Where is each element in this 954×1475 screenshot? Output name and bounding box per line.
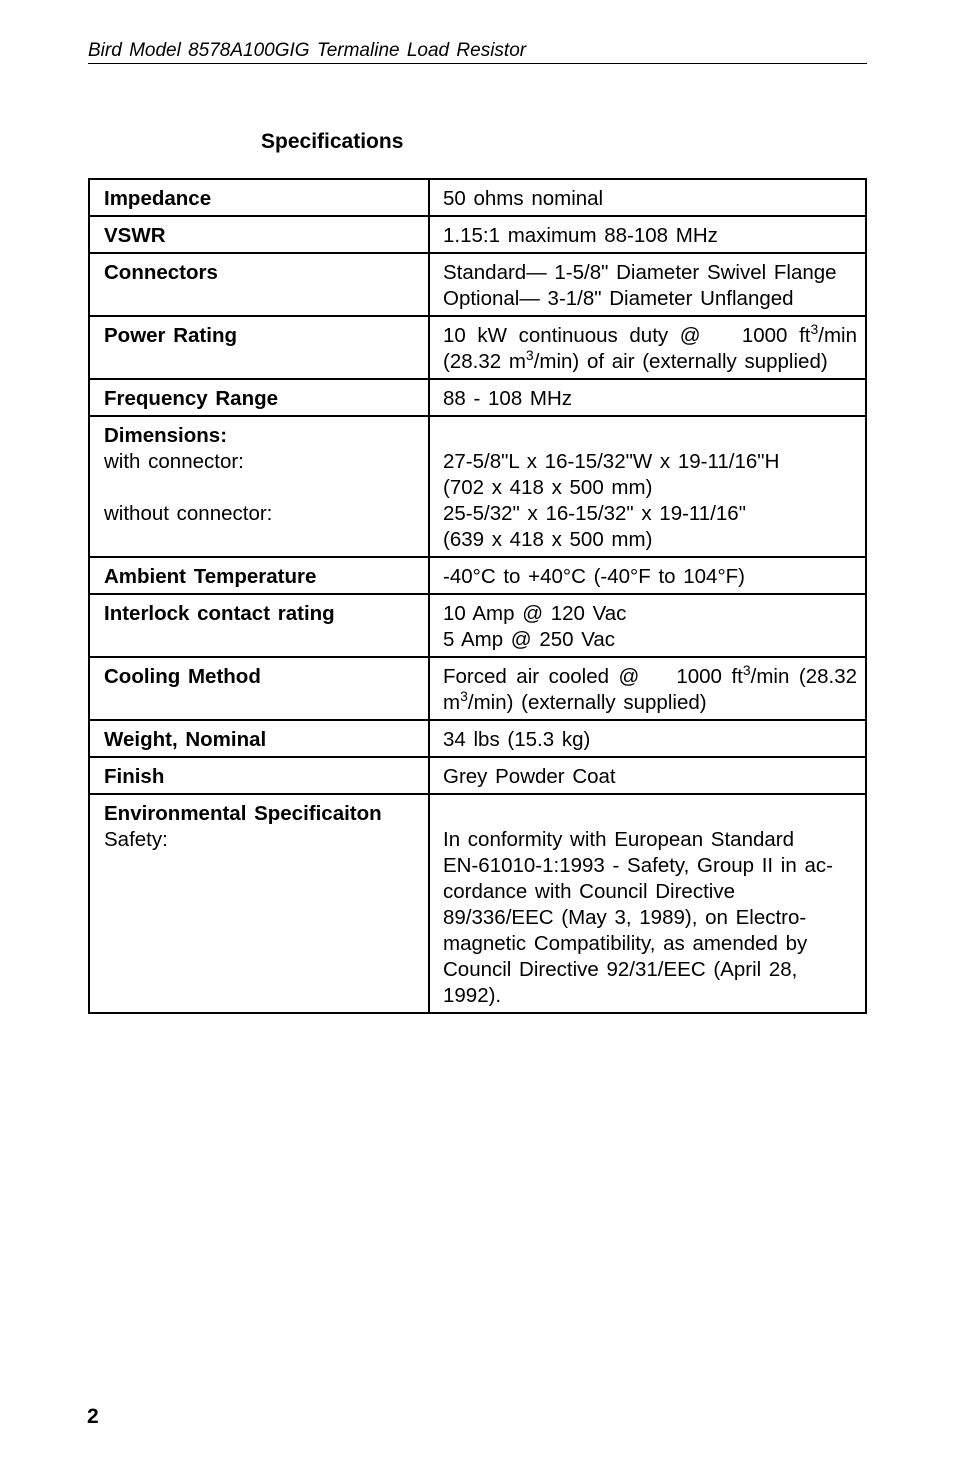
spec-value: 88 - 108 MHz: [429, 379, 866, 416]
environmental-text-line: 89/336/EEC (May 3, 1989), on Electro-: [443, 906, 807, 929]
power-rating-line-1: 10 kW continuous duty @ 1000 $ft^3/\min$: [443, 321, 857, 347]
spec-value: -40°C to +40°C (-40°F to 104°F): [429, 557, 866, 594]
environmental-text-line: EN-61010-1:1993 - Safety, Group II in ac-: [443, 854, 833, 877]
interlock-line-2: 5 Amp @ 250 Vac: [443, 628, 616, 651]
running-header: Bird Model 8578A100GIG Termaline Load Resistor: [88, 40, 867, 64]
environmental-text-line: magnetic Compatibility, as amended by: [443, 932, 808, 955]
power-rating-line-2: (28.32 $m^3/\min$) of air (externally supplied): [443, 347, 828, 373]
specifications-table: [88, 178, 867, 1014]
spec-value: Grey Powder Coat: [429, 757, 866, 794]
environmental-text-line: 1992).: [443, 984, 502, 1007]
dimensions-without-imperial: 25-5/32" x 16-15/32" x 19-11/16": [443, 502, 746, 525]
spec-value: [429, 657, 866, 720]
spec-label: Weight, Nominal: [89, 720, 429, 757]
spec-value: [429, 316, 866, 379]
environmental-heading: Environmental Specificaiton: [104, 802, 382, 825]
spec-value: 1.15:1 maximum 88-108 MHz: [429, 216, 866, 253]
spec-value: [429, 253, 866, 316]
spec-row-finish: [89, 757, 866, 794]
interlock-line-1: 10 Amp @ 120 Vac: [443, 602, 627, 625]
spec-label: Cooling Method: [89, 657, 429, 720]
spec-row-impedance: [89, 179, 866, 216]
spec-row-power-rating: [89, 316, 866, 379]
environmental-text-line: cordance with Council Directive: [443, 880, 735, 903]
dimensions-without-metric: (639 x 418 x 500 mm): [443, 528, 653, 551]
spec-row-frequency-range: [89, 379, 866, 416]
dimensions-heading: Dimensions:: [104, 424, 228, 447]
spec-row-dimensions: [89, 416, 866, 557]
spec-row-ambient-temperature: [89, 557, 866, 594]
spec-label: Frequency Range: [89, 379, 429, 416]
environmental-safety-label: Safety:: [104, 828, 168, 851]
spec-label: Connectors: [89, 253, 429, 316]
spec-row-vswr: [89, 216, 866, 253]
cooling-line-2: $m^3/\min$) (externally supplied): [443, 688, 707, 714]
spec-label: [89, 416, 429, 557]
spec-value: [429, 594, 866, 657]
environmental-text-line: In conformity with European Standard: [443, 828, 794, 851]
dimensions-with-metric: (702 x 418 x 500 mm): [443, 476, 653, 499]
spec-row-weight: [89, 720, 866, 757]
spec-label: VSWR: [89, 216, 429, 253]
connector-optional: Optional— 3-1/8" Diameter Unflanged: [443, 287, 794, 310]
spec-value: [429, 416, 866, 557]
environmental-text-line: Council Directive 92/31/EEC (April 28,: [443, 958, 798, 981]
page-number: 2: [87, 1405, 99, 1428]
dimensions-with-imperial: 27-5/8"L x 16-15/32"W x 19-11/16"H: [443, 450, 780, 473]
spec-label: Interlock contact rating: [89, 594, 429, 657]
spec-row-connectors: [89, 253, 866, 316]
spec-label: Impedance: [89, 179, 429, 216]
spec-label: Finish: [89, 757, 429, 794]
spec-value: 50 ohms nominal: [429, 179, 866, 216]
spec-label: Ambient Temperature: [89, 557, 429, 594]
section-title: Specifications: [261, 130, 404, 153]
spec-row-interlock: [89, 594, 866, 657]
spec-row-cooling-method: [89, 657, 866, 720]
spec-label: [89, 794, 429, 1013]
spec-value: [429, 794, 866, 1013]
connector-standard: Standard— 1-5/8" Diameter Swivel Flange: [443, 261, 837, 284]
dimensions-without-connector-label: without connector:: [104, 502, 273, 525]
cooling-line-1: Forced air cooled @ 1000 $ft^3/\min$ (28.32: [443, 662, 857, 688]
spec-value: 34 lbs (15.3 kg): [429, 720, 866, 757]
dimensions-with-connector-label: with connector:: [104, 450, 244, 473]
spec-row-environmental: [89, 794, 866, 1013]
spec-label: Power Rating: [89, 316, 429, 379]
